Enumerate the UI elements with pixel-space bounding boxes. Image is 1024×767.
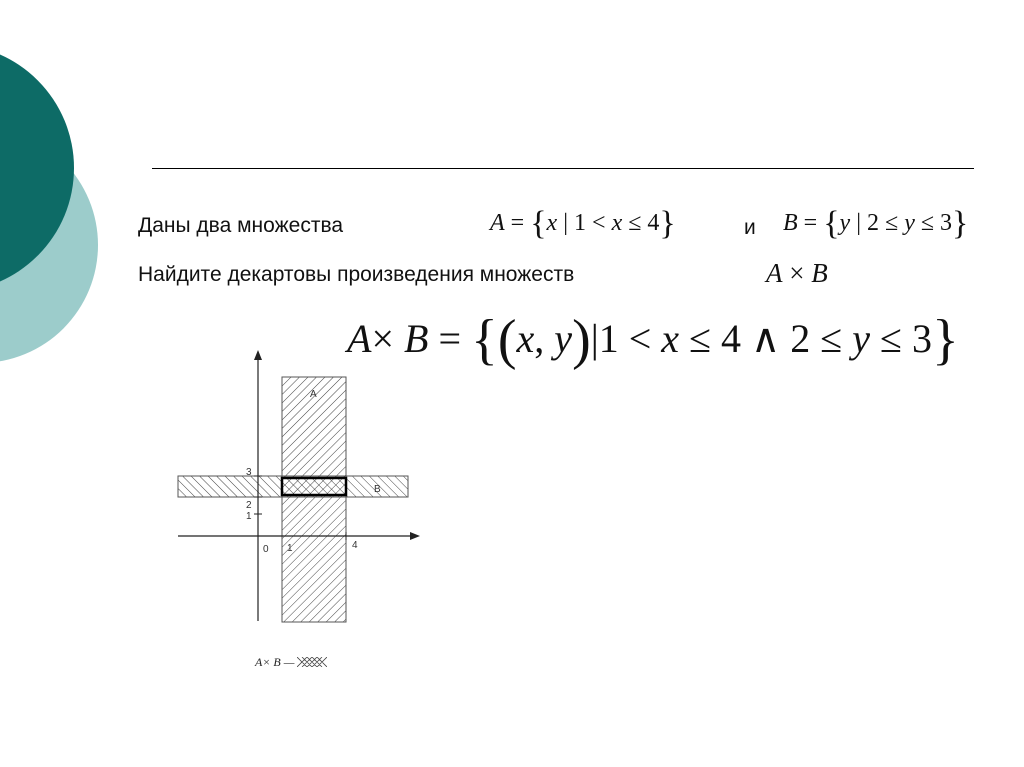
set-b-definition: B = {y | 2 ≤ y ≤ 3} [783, 205, 969, 242]
region-a-label: A [310, 389, 317, 400]
x-tick-1-label: 1 [287, 543, 293, 554]
region-b-label: B [374, 484, 381, 495]
cartesian-graph [170, 345, 430, 635]
intro-label: Даны два множества [138, 214, 344, 237]
legend-crosshatch-swatch [297, 657, 327, 667]
origin-label: 0 [263, 544, 269, 555]
y-axis-arrow [254, 350, 262, 360]
legend-expression: A× B — [255, 655, 295, 669]
x-tick-4-label: 4 [352, 540, 358, 551]
cartesian-product-result: A× B = {(x, y)|1 < x ≤ 4 ∧ 2 ≤ y ≤ 3} [347, 309, 959, 371]
y-tick-3-label: 3 [246, 467, 252, 478]
title-divider [152, 168, 974, 169]
graph-legend [255, 655, 327, 670]
product-expression: A × B [766, 258, 828, 288]
y-tick-2-label: 2 [246, 500, 252, 511]
x-axis-arrow [410, 532, 420, 540]
and-word: и [744, 216, 756, 239]
region-a [282, 377, 346, 622]
set-a-definition: A = {x | 1 < x ≤ 4} [490, 205, 676, 242]
y-tick-1-label: 1 [246, 511, 252, 522]
task-label: Найдите декартовы произведения множеств [138, 263, 575, 286]
decorative-circles [0, 0, 110, 420]
